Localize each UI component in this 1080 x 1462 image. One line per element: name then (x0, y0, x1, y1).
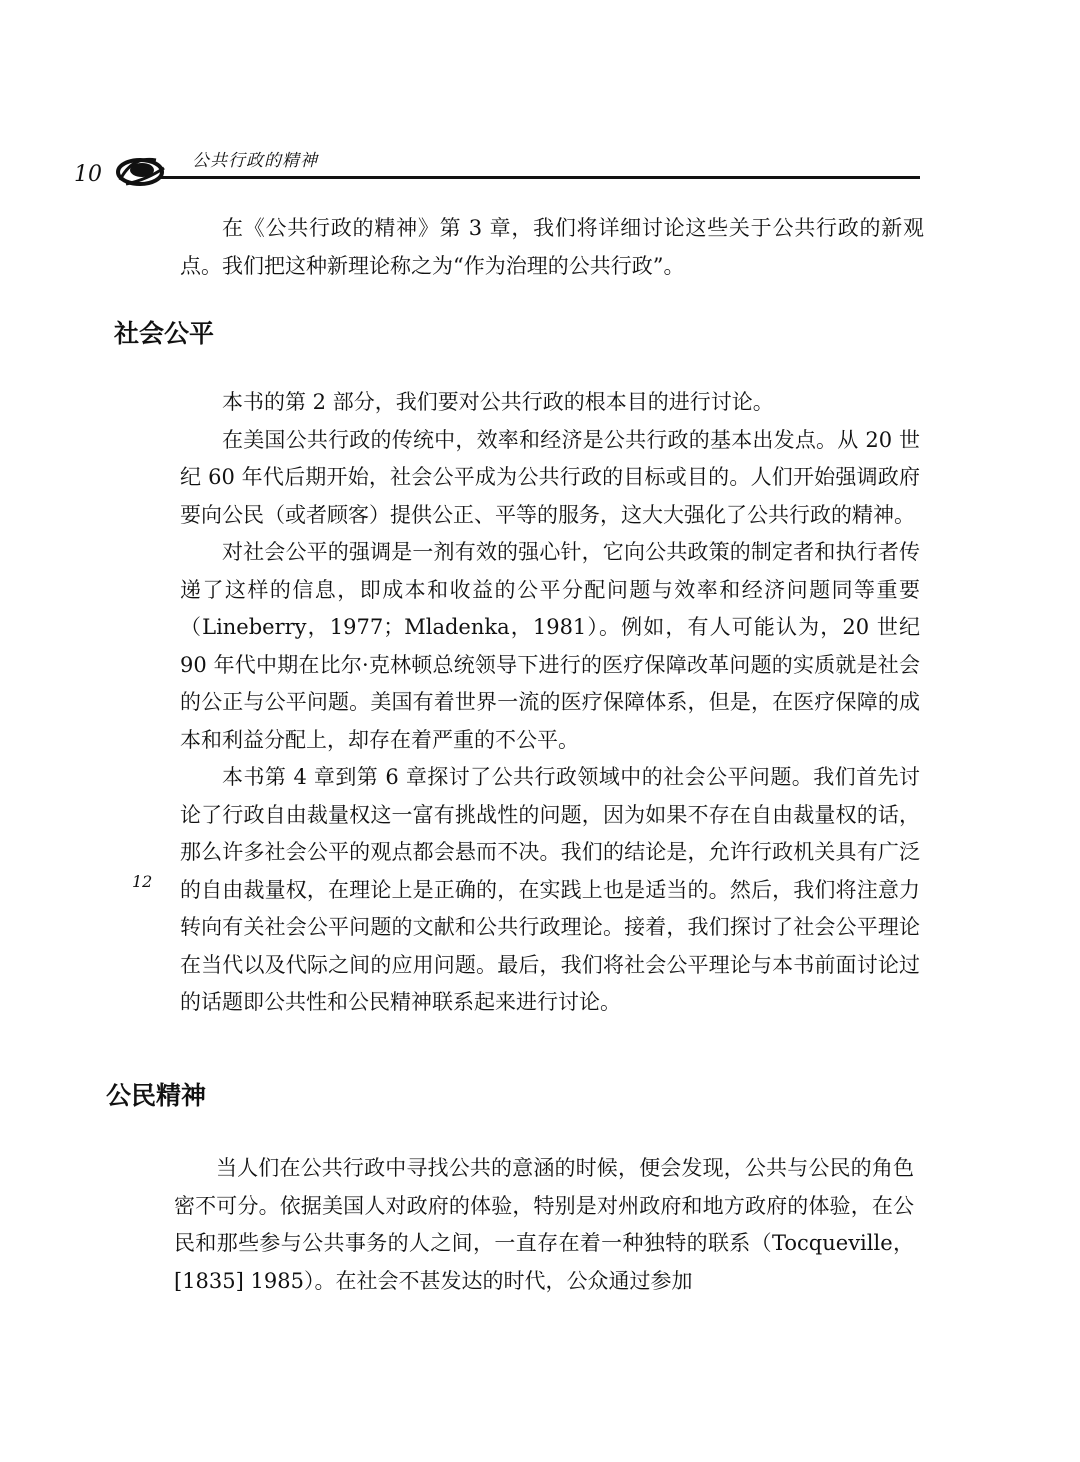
citizenship-body (174, 1150, 914, 1300)
page-header (0, 140, 1080, 200)
paragraph: 当人们在公共行政中寻找公共的意涵的时候，便会发现，公共与公民的角色密不可分。依据美国人对政府的体验，特别是对州政府和地方政府的体验，在公民和那些参与公共事务的人之间，一直存在着一种独特的联系（Tocqueville，[1835] 1985）。在社会不甚发达的时代，公众通过参加 (174, 1156, 914, 1293)
margin-page-reference: 12 (132, 872, 153, 891)
page-number: 10 (74, 162, 102, 187)
header-rule (160, 176, 920, 179)
social-equity-body (180, 384, 920, 1022)
swirl-logo-icon (112, 150, 172, 190)
intro-block (180, 210, 924, 285)
paragraph: 本书的第 2 部分，我们要对公共行政的根本目的进行讨论。 (222, 390, 774, 414)
paragraph: 在美国公共行政的传统中，效率和经济是公共行政的基本出发点。从 20 世纪 60 年代后期开始，社会公平成为公共行政的目标或目的。人们开始强调政府要向公民（或者顾客）提供公正、平等的服务，这大大强化了公共行政的精神。 (180, 427, 920, 527)
paragraph: 对社会公平的强调是一剂有效的强心针，它向公共政策的制定者和执行者传递了这样的信息，即成本和收益的公平分配问题与效率和经济问题同等重要（Lineberry，1977；Mladenka，1981）。例如，有人可能认为，20 世纪 90 年代中期在比尔·克林顿总统领导下进行的医疗保障改革问题的实质就是社会的公正与公平问题。美国有着世界一流的医疗保障体系，但是，在医疗保障的成本和利益分配上，却存在着严重的不公平。 (180, 540, 920, 752)
paragraph: 本书第 4 章到第 6 章探讨了公共行政领域中的社会公平问题。我们首先讨论了行政自由裁量权这一富有挑战性的问题，因为如果不存在自由裁量权的话，那么许多社会公平的观点都会悬而不决。我们的结论是，允许行政机关具有广泛的自由裁量权，在理论上是正确的，在实践上也是适当的。然后，我们将注意力转向有关社会公平问题的文献和公共行政理论。接着，我们探讨了社会公平理论在当代以及代际之间的应用问题。最后，我们将社会公平理论与本书前面讨论过的话题即公共性和公民精神联系起来进行讨论。 (180, 765, 920, 1014)
intro-paragraph: 在《公共行政的精神》第 3 章，我们将详细讨论这些关于公共行政的新观点。我们把这种新理论称之为“作为治理的公共行政”。 (180, 216, 924, 278)
running-title: 公共行政的精神 (192, 151, 318, 171)
section-heading-citizenship: 公民精神 (106, 1081, 207, 1110)
section-heading-social-equity: 社会公平 (114, 319, 215, 348)
